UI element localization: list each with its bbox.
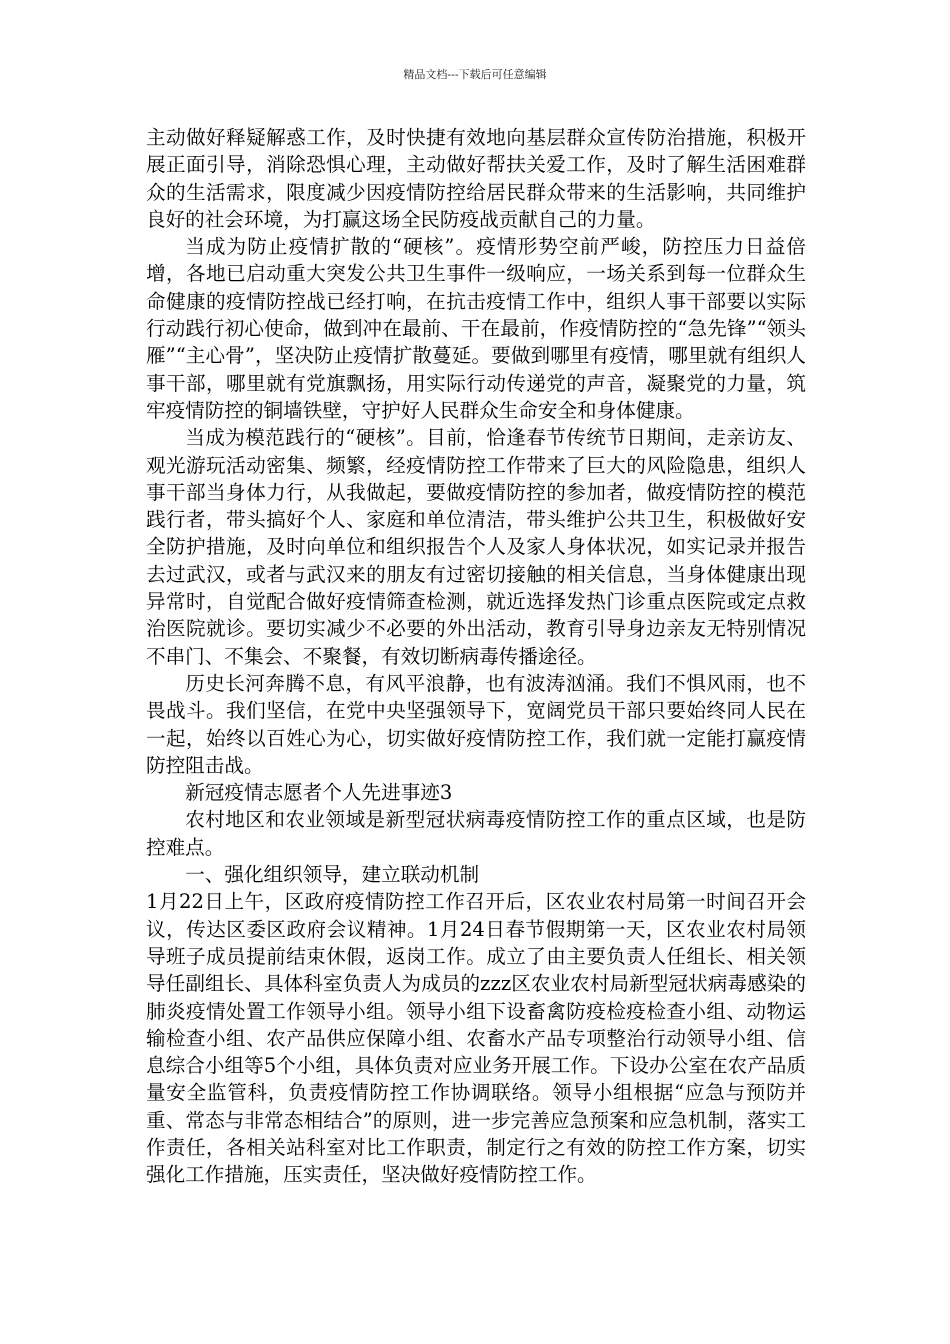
- document-body: [146, 124, 806, 1189]
- section-title: 新冠疫情志愿者个人先进事迹3: [185, 781, 453, 805]
- paragraph: 历史长河奔腾不息，有风平浪静，也有波涛汹涌。我们不惧风雨，也不畏战斗。我们坚信，在党中央坚强领导下，宽阔党员干部只要始终同人民在一起，始终以百姓心为心，切实做好疫情防控工作，我们就一定能打赢疫情防控阻击战。: [146, 671, 806, 777]
- paragraph: 主动做好释疑解惑工作，及时快捷有效地向基层群众宣传防治措施，积极开展正面引导，消除恐惧心理，主动做好帮扶关爱工作，及时了解生活困难群众的生活需求，限度减少因疫情防控给居民群众带来的生活影响，共同维护良好的社会环境，为打赢这场全民防疫战贡献自己的力量。: [146, 126, 806, 231]
- page-header: 精品文档---下载后可任意编辑: [403, 68, 547, 81]
- paragraph: 1月22日上午，区政府疫情防控工作召开后，区农业农村局第一时间召开会议，传达区委区政府会议精神。1月24日春节假期第一天，区农业农村局领导班子成员提前结束休假，返岗工作。成立了由主要负责人任组长、相关领导任副组长、具体科室负责人为成员的zzz区农业农村局新型冠状病毒感染的肺炎疫情处置工作领导小组。领导小组下设畜禽防疫检疫检查小组、动物运输检查小组、农产品供应保障小组、农畜水产品专项整治行动领导小组、信息综合小组等5个小组，具体负责对应业务开展工作。下设办公室在农产品质量安全监管科，负责疫情防控工作协调联络。领导小组根据“应急与预防并重、常态与非常态相结合”的原则，进一步完善应急预案和应急机制，落实工作责任，各相关站科室对比工作职责，制定行之有效的防控工作方案，切实强化工作措施，压实责任，坚决做好疫情防控工作。: [146, 890, 806, 1187]
- paragraph: 当成为防止疫情扩散的“硬核”。疫情形势空前严峻，防控压力日益倍增，各地已启动重大突发公共卫生事件一级响应，一场关系到每一位群众生命健康的疫情防控战已经打响，在抗击疫情工作中，组织人事干部要以实际行动践行初心使命，做到冲在最前、干在最前，作疫情防控的“急先锋”“领头雁”“主心骨”，坚决防止疫情扩散蔓延。要做到哪里有疫情，哪里就有组织人事干部，哪里就有党旗飘扬，用实际行动传递党的声音，凝聚党的力量，筑牢疫情防控的铜墙铁壁，守护好人民群众生命安全和身体健康。: [146, 235, 806, 422]
- paragraph: 农村地区和农业领域是新型冠状病毒疫情防控工作的重点区域，也是防控难点。: [146, 808, 806, 859]
- section-heading: 一、强化组织领导，建立联动机制: [185, 863, 480, 887]
- paragraph: 当成为模范践行的“硬核”。目前，恰逢春节传统节日期间，走亲访友、观光游玩活动密集、频繁，经疫情防控工作带来了巨大的风险隐患，组织人事干部当身体力行，从我做起，要做疫情防控的参加者，做疫情防控的模范践行者，带头搞好个人、家庭和单位清洁，带头维护公共卫生，积极做好安全防护措施，及时向单位和组织报告个人及家人身体状况，如实记录并报告去过武汉，或者与武汉来的朋友有过密切接触的相关信息，当身体健康出现异常时，自觉配合做好疫情筛查检测，就近选择发热门诊重点医院或定点救治医院就诊。要切实减少不必要的外出活动，教育引导身边亲友无特别情况不串门、不集会、不聚餐，有效切断病毒传播途径。: [146, 426, 806, 668]
